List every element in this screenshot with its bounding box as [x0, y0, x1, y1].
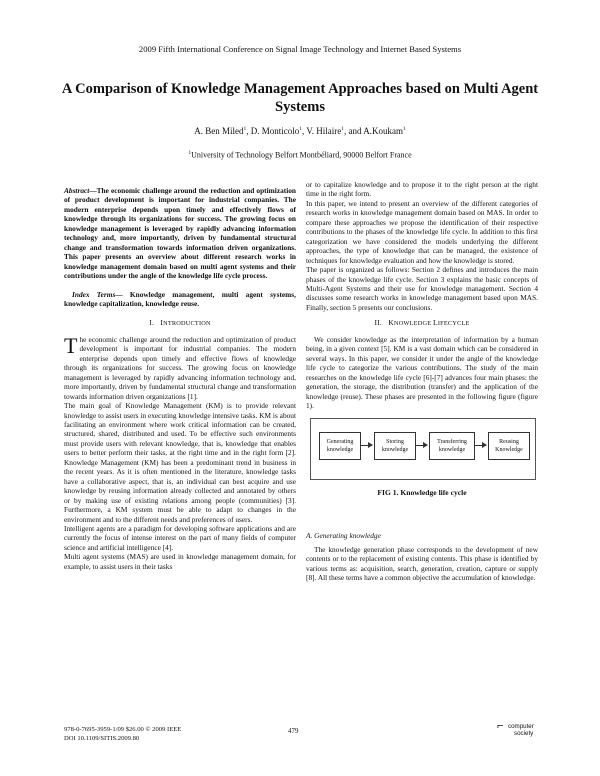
footer-copyright — [64, 726, 181, 743]
author-sep: , and — [343, 126, 364, 136]
figure-caption: FIG 1. Knowledge life cycle — [377, 488, 467, 498]
author-sep: , — [246, 126, 251, 136]
page-number: 479 — [288, 727, 299, 735]
section-number: I. — [149, 318, 155, 328]
footer-doi: DOI 10.1109/SITIS.2009.80 — [64, 734, 140, 742]
section-title-mid: NOWLEDGE — [393, 320, 434, 328]
section-heading-lifecycle — [306, 318, 538, 328]
footer-isbn: 978-0-7695-3959-1/09 $26.00 © 2009 IEEE — [64, 726, 182, 733]
intro-paragraph-1-text: he economic challenge around the reduction and optimization of product development is important for industrial companies. The modern enterprise depends upon timely and effective flows of knowledge through its organizations for success. The growing focus on knowledge management is leveraged by rapidly advancing information technology and, more importantly, driven by fundamental structural change and transformation towards information driven organizations [1]. — [64, 334, 296, 401]
computer-society-logo — [496, 720, 544, 742]
figure-knowledge-life-cycle — [306, 418, 538, 526]
figure-frame — [310, 418, 536, 480]
author-name: A. Ben Miled — [194, 126, 244, 136]
author-sup: 1 — [341, 126, 344, 132]
author-sup: 1 — [402, 126, 406, 132]
arrow-icon — [416, 445, 427, 446]
stage-reusing: Reusing Knowledge — [488, 432, 530, 460]
left-column — [64, 186, 296, 571]
stage-transferring: Transferring knowledge — [429, 432, 475, 460]
right-column — [306, 180, 538, 583]
section-title-rest: IFECYCLE — [437, 320, 470, 328]
author-name: D. Monticolo — [250, 126, 300, 136]
intro-paragraph-2: The main goal of Knowledge Management (KM) is to provide relevant knowledge to assist users in executing knowledge intensive tasks. KM is about facilitating an environment where work critical information can be created, structured, shared, distributed and used. To be effective such environments must provide users with relevant knowledge, that is, knowledge that enables users to better perform their tasks, at the right time and in the right form [2]. Knowledge Management (KM) has been a predominant trend in business in the recent years. As it is often mentioned in the literature, knowledge tasks have a collaborative aspect, that is, an individual can best acquire and use knowledge by reusing information already collected and annotated by others or by making use of existing relations among people (communities) [3]. Furthermore, a KM system must be able to adapt to changes in the environment and to the different needs and preferences of users. — [64, 401, 296, 524]
author-line — [0, 126, 600, 136]
logo-text — [508, 724, 534, 737]
section-number: II. — [374, 318, 382, 328]
generating-paragraph-1: The knowledge generation phase corresponds to the development of new contents or to the replacement of existing contents. This phase is identified by various terms as: acquisition, search, generation, creation, capture or supply [8]. All these terms have a common objective the accumulation of knowledge. — [306, 544, 538, 583]
stage-generating: Generating knowledge — [319, 432, 361, 460]
intro-paragraph-3: Intelligent agents are a paradigm for developing software applications and are currently the focus of intense interest on the part of many fields of computer science and artificial intelligence [4]. — [64, 523, 296, 552]
lifecycle-paragraph-1: We consider knowledge as the interpretation of information by a human being, in a given context [5]. KM is a vast domain which can be considered in several ways. In this paper, we consider it under the angle of the knowledge life cycle to categorize the various contributions. The study of the main researches on the knowledge life cycle [6]-[7] advances four main phases: the generation, the storage, the distribution (transfer) and the application of the knowledge (reuse). These phases are presented in the following figure (figure 1). — [306, 334, 538, 410]
intro-paragraph-7: The paper is organized as follows: Section 2 defines and introduces the main phases of the knowledge life cycle. Section 3 explains the basic concepts of Multi-Agent Systems and their use for knowledge management. Section 4 discusses some research works in knowledge management based upon MAS. Finally, section 5 presents our conclusions. — [306, 265, 538, 312]
affiliation-sup: 1 — [188, 150, 192, 156]
author-sup: 1 — [299, 126, 303, 132]
section-title-first: K — [388, 318, 394, 328]
subsection-heading-generating: A. Generating knowledge — [306, 531, 381, 541]
author-name: A.Koukam — [363, 126, 403, 136]
intro-paragraph-6: In this paper, we intend to present an overview of the different categories of research works in knowledge management domain based on MAS. In order to compare these approaches we propose the identification of their respective contributions to the phases of the knowledge life cycle. In addition to this first categorization we have considered the models underlying the different approaches, the type of knowledge that can be managed, the existence of techniques for knowledge evaluation and how the knowledge is stored. — [306, 198, 538, 265]
affiliation-text: University of Technology Belfort Montbéliard, 90000 Belfort France — [191, 150, 412, 160]
paper-title: A Comparison of Knowledge Management Approaches based on Multi Agent Systems — [61, 81, 539, 115]
intro-paragraph-5: or to capitalize knowledge and to propose it to the right person at the right time in the right form. — [306, 180, 538, 199]
section-title-rest: NTRODUCTION — [163, 320, 211, 328]
index-terms — [64, 290, 296, 309]
index-terms-label: Index Terms — [72, 289, 116, 299]
intro-paragraph-1 — [64, 332, 296, 401]
abstract — [64, 186, 296, 281]
abstract-text: —The economic challenge around the reduction and optimization of product development is important for industrial companies. The modern enterprise depends upon timely and effectively flows of knowledge through its organizations for success. The growing focus on knowledge management is leveraged by rapidly advancing information technology and, more importantly, driven by fundamental structural change and transformation towards information driven organizations. This paper presents an overview about different research works in knowledge management domain based on multi agent systems and their contributions under the angle of the knowledge life cycle process. — [64, 186, 296, 281]
abstract-label: Abstract — [64, 186, 90, 195]
arrow-icon — [475, 445, 486, 446]
affiliation — [0, 150, 600, 160]
intro-paragraph-4: Multi agent systems (MAS) are used in knowledge management domain, for example, to assist users in their tasks — [64, 552, 296, 571]
index-terms-text: — Knowledge management, multi agent systems, knowledge capitalization, knowledge reuse. — [64, 289, 296, 308]
computer-society-mark-icon: ⌐ — [497, 720, 504, 732]
section-title-first: I — [160, 318, 164, 328]
section-title-first2: L — [433, 318, 438, 328]
drop-cap: T — [64, 332, 78, 358]
section-heading-introduction — [64, 318, 296, 328]
author-name: V. Hilaire — [306, 126, 342, 136]
stage-storing: Storing knowledge — [374, 432, 416, 460]
logo-line-2: society — [514, 729, 534, 737]
logo-line-1: computer — [508, 723, 534, 730]
author-sup: 1 — [243, 126, 247, 132]
arrow-icon — [361, 445, 372, 446]
author-sep: , — [302, 126, 307, 136]
conference-header: 2009 Fifth International Conference on Signal Image Technology and Internet Based Systems — [138, 44, 462, 54]
